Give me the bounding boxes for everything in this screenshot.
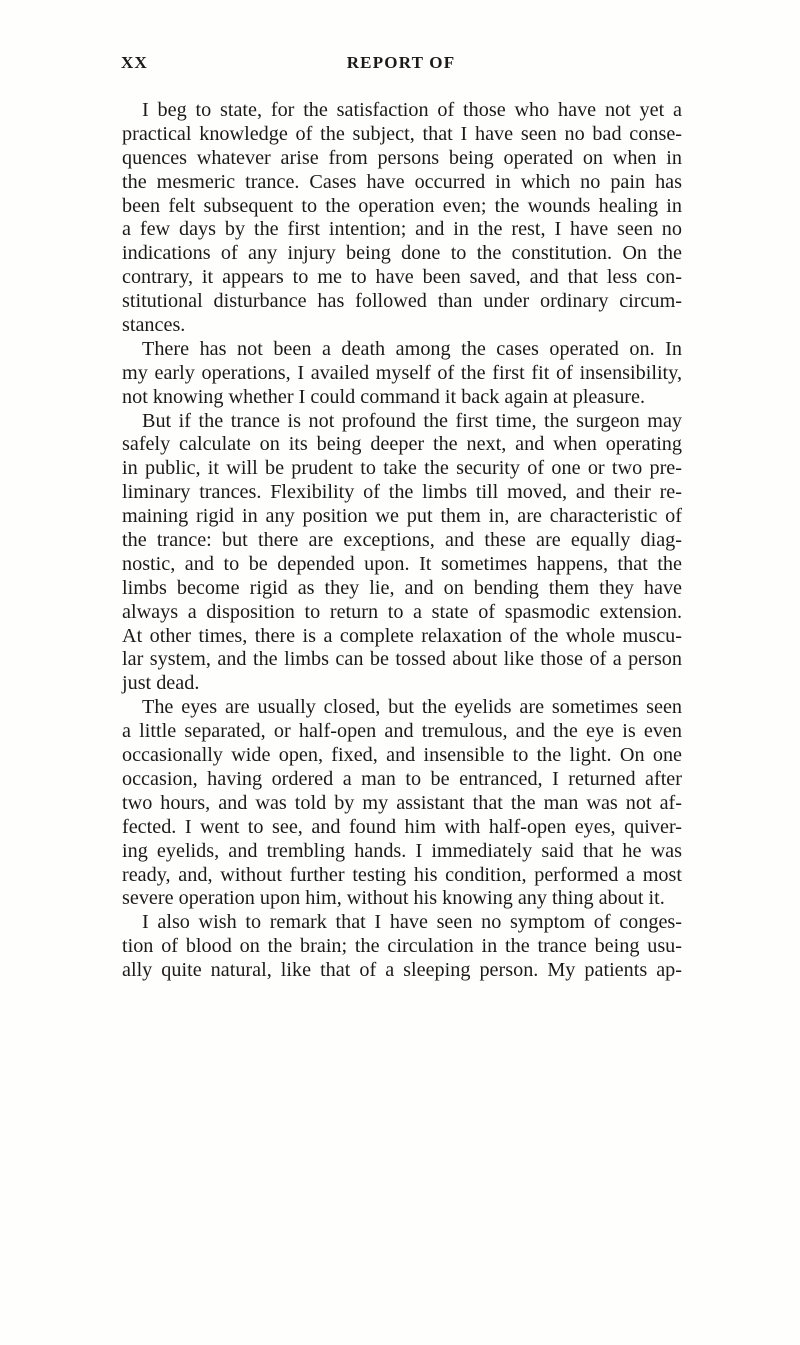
text-line: the trance: but there are exceptions, and these are equally diag-	[122, 529, 682, 552]
running-title: REPORT OF	[346, 53, 456, 72]
text-line: practical knowledge of the subject, that I have seen no bad conse-	[122, 122, 682, 145]
text-line: a few days by the first intention; and in the rest, I have seen no	[122, 218, 682, 241]
text-line: tion of blood on the brain; the circulation in the trance being usu-	[122, 935, 682, 958]
text-line: But if the trance is not profound the first time, the surgeon may	[142, 409, 682, 432]
text-line: At other times, there is a complete relaxation of the whole muscu-	[122, 624, 682, 647]
text-line: maining rigid in any position we put them in, are characteristic of	[122, 505, 682, 528]
text-line: quences whatever arise from persons being operated on when in	[122, 146, 682, 169]
text-line: two hours, and was told by my assistant that the man was not af-	[122, 791, 682, 814]
text-line: not knowing whether I could command it back again at pleasure.	[122, 385, 646, 408]
text-line: safely calculate on its being deeper the next, and when operating	[122, 433, 682, 456]
text-line: ally quite natural, like that of a sleeping person. My patients ap-	[122, 959, 682, 982]
text-line: contrary, it appears to me to have been saved, and that less con-	[122, 266, 682, 289]
text-line: occasion, having ordered a man to be entranced, I returned after	[122, 767, 682, 790]
text-line: lar system, and the limbs can be tossed about like those of a person	[122, 648, 682, 671]
text-line: ing eyelids, and trembling hands. I immediately said that he was	[122, 839, 682, 862]
text-line: the mesmeric trance. Cases have occurred in which no pain has	[122, 170, 682, 193]
text-line: fected. I went to see, and found him with half-open eyes, quiver-	[122, 815, 682, 838]
body-text	[122, 99, 682, 983]
running-head	[121, 53, 681, 77]
text-line: limbs become rigid as they lie, and on bending them they have	[122, 576, 682, 599]
text-line: nostic, and to be depended upon. It sometimes happens, that the	[122, 552, 682, 575]
text-line: indications of any injury being done to the constitution. On the	[122, 242, 682, 265]
text-line: always a disposition to return to a state of spasmodic extension.	[122, 600, 682, 623]
text-line: severe operation upon him, without his knowing any thing about it.	[122, 887, 665, 910]
text-line: There has not been a death among the cases operated on. In	[142, 337, 682, 360]
text-line: a little separated, or half-open and tremulous, and the eye is even	[122, 720, 682, 743]
text-line: liminary trances. Flexibility of the limbs till moved, and their re-	[122, 481, 682, 504]
text-line: my early operations, I availed myself of the first fit of insensibility,	[122, 361, 682, 384]
text-line: been felt subsequent to the operation even; the wounds healing in	[122, 194, 682, 217]
text-line: ready, and, without further testing his condition, performed a most	[122, 863, 682, 886]
text-line: stances.	[122, 314, 186, 337]
page-number: XX	[121, 53, 148, 72]
text-line: I also wish to remark that I have seen no symptom of conges-	[142, 911, 682, 934]
text-line: occasionally wide open, fixed, and insensible to the light. On one	[122, 744, 682, 767]
text-line: in public, it will be prudent to take the security of one or two pre-	[122, 457, 682, 480]
text-line: The eyes are usually closed, but the eyelids are sometimes seen	[142, 696, 682, 719]
text-line: stitutional disturbance has followed than under ordinary circum-	[122, 290, 682, 313]
text-line: I beg to state, for the satisfaction of those who have not yet a	[142, 99, 682, 121]
text-line: just dead.	[122, 672, 200, 695]
